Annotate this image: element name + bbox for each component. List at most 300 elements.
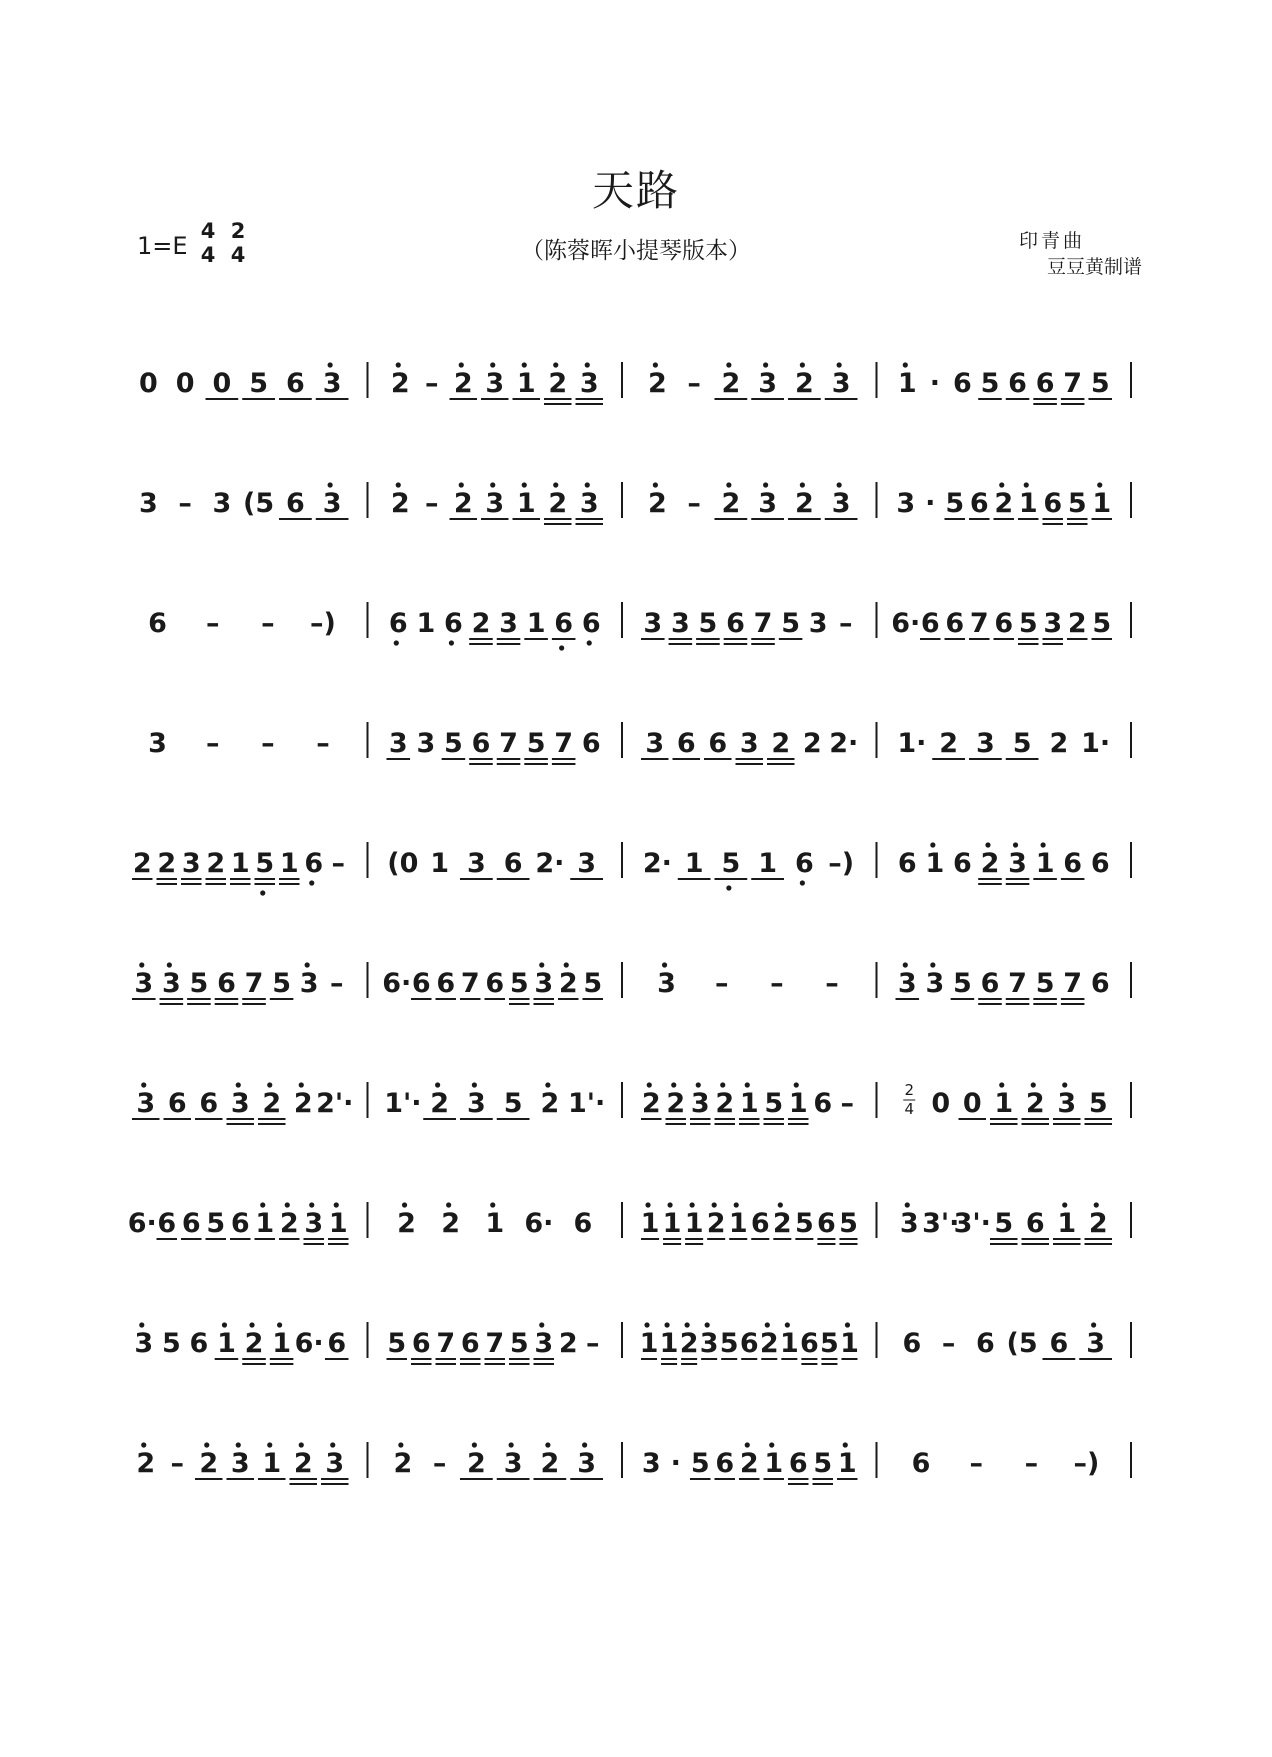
- score-note: 6: [1008, 368, 1027, 399]
- score-note: 2: [715, 1088, 735, 1119]
- score-note: 1: [739, 1088, 759, 1119]
- score-note: 6: [1035, 368, 1055, 399]
- score-note: 1: [837, 1448, 857, 1479]
- score-note: (0: [387, 848, 419, 879]
- octave-dot-high: [720, 1082, 725, 1087]
- score-note: 2: [794, 488, 814, 519]
- octave-dot-high: [1024, 482, 1029, 487]
- score-note: 6: [327, 1328, 347, 1359]
- score-note: 1: [897, 368, 917, 399]
- score-note: 2: [453, 488, 473, 519]
- score-note: –: [261, 728, 275, 759]
- score-note: (5: [1006, 1328, 1038, 1359]
- octave-dot-high: [1031, 1082, 1036, 1087]
- score-note: 5: [945, 488, 965, 519]
- octave-dot-high: [459, 482, 464, 487]
- score-note: 2·: [642, 848, 672, 879]
- score-note: 2: [759, 1328, 779, 1359]
- score-note: 2: [772, 1208, 792, 1239]
- score-note: 1: [925, 848, 945, 879]
- score-note: 2: [647, 488, 667, 519]
- score-note: 5: [820, 1328, 839, 1359]
- score-note: –: [432, 1448, 447, 1479]
- score-note: 6: [460, 1328, 480, 1359]
- octave-dot-low: [309, 880, 314, 885]
- score-note: 3: [136, 1088, 156, 1119]
- score-note: –: [329, 968, 344, 999]
- song-title: 天路: [591, 166, 680, 215]
- score-note: 3: [897, 968, 917, 999]
- octave-dot-high: [398, 1442, 403, 1447]
- score-note: 1: [430, 848, 450, 879]
- score-note: 6: [1063, 848, 1083, 879]
- score-note: 6: [1090, 968, 1110, 999]
- score-note: 2: [441, 1208, 461, 1239]
- octave-dot-low: [559, 645, 564, 650]
- score-note: 5: [1092, 608, 1112, 639]
- score-note: 7: [1063, 368, 1083, 399]
- score-note: 5: [764, 1088, 784, 1119]
- score-note: ·: [929, 368, 940, 399]
- octave-dot-high: [778, 1202, 783, 1207]
- score-note: 6: [189, 1328, 209, 1359]
- score-note: 1: [662, 1208, 682, 1239]
- arranger-credit: 豆豆黄制谱: [1046, 256, 1142, 278]
- octave-dot-high: [472, 1082, 477, 1087]
- octave-dot-high: [645, 1202, 650, 1207]
- score-note: –: [586, 1328, 600, 1359]
- score-note: 1: [279, 848, 299, 879]
- score-note: 5: [980, 368, 1000, 399]
- score-note: 2: [721, 368, 741, 399]
- octave-dot-high: [644, 1322, 649, 1327]
- score-note: 2'·: [316, 1088, 354, 1119]
- score-note: 2: [471, 608, 491, 639]
- octave-dot-high: [837, 482, 842, 487]
- octave-dot-high: [435, 1082, 440, 1087]
- score-note: 7: [1008, 968, 1027, 999]
- score-note: 6: [181, 1208, 201, 1239]
- score-note: 1: [994, 1088, 1014, 1119]
- score-note: 2: [262, 1088, 282, 1119]
- composer-credit: 印青曲: [1018, 230, 1085, 252]
- octave-dot-low: [449, 640, 454, 645]
- score-note: 6: [953, 848, 972, 879]
- score-note: 1'·: [384, 1088, 422, 1119]
- score-note: 3: [831, 488, 851, 519]
- score-note: 1: [328, 1208, 348, 1239]
- score-note: 6: [788, 1448, 808, 1479]
- score-note: 5: [698, 608, 718, 639]
- score-note: 7: [460, 968, 480, 999]
- octave-dot-low: [726, 885, 731, 890]
- score-note: 6: [444, 608, 463, 639]
- score-note: 6: [920, 608, 940, 639]
- score-note: –: [687, 368, 701, 399]
- score-note: –: [1024, 1448, 1039, 1479]
- score-note: 2: [771, 728, 791, 759]
- score-note: 5: [509, 968, 529, 999]
- octave-dot-high: [328, 482, 333, 487]
- score-note: 3: [577, 848, 597, 879]
- octave-dot-high: [765, 1322, 770, 1327]
- score-note: 0: [212, 368, 232, 399]
- score-note: 5: [690, 1448, 710, 1479]
- score-note: 1: [255, 1208, 275, 1239]
- score-note: 2: [666, 1088, 686, 1119]
- score-note: 2: [157, 848, 177, 879]
- octave-dot-high: [141, 1082, 146, 1087]
- score-note: 3: [499, 608, 518, 639]
- score-note: 2: [206, 848, 226, 879]
- score-note: –): [310, 608, 336, 639]
- octave-dot-high: [690, 1202, 695, 1207]
- score-note: 2: [1088, 1208, 1108, 1239]
- octave-dot-high: [545, 1082, 550, 1087]
- score-note: 3: [534, 968, 554, 999]
- score-note: 5: [526, 728, 546, 759]
- octave-dot-high: [167, 962, 172, 967]
- score-note: 2: [558, 968, 578, 999]
- score-note: 6: [230, 1208, 250, 1239]
- score-note: 6·: [891, 608, 921, 639]
- score-note: 6: [411, 968, 431, 999]
- score-note: 3: [230, 1448, 250, 1479]
- score-note: 5: [503, 1088, 523, 1119]
- octave-dot-high: [905, 1202, 910, 1207]
- score-note: 6: [994, 608, 1014, 639]
- score-note: 6: [285, 368, 305, 399]
- score-note: 5: [839, 1208, 858, 1239]
- score-note: 3: [138, 488, 158, 519]
- octave-dot-high: [1040, 842, 1045, 847]
- octave-dot-high: [222, 1322, 227, 1327]
- octave-dot-high: [664, 1322, 669, 1327]
- score-note: 1: [1035, 848, 1055, 879]
- score-note: 1: [230, 848, 250, 879]
- score-note: 2: [540, 1448, 560, 1479]
- octave-dot-high: [837, 362, 842, 367]
- score-note: 3: [230, 1088, 250, 1119]
- score-note: 2: [199, 1448, 219, 1479]
- score-note: 1: [788, 1088, 808, 1119]
- score-note: 6: [980, 968, 1000, 999]
- score-note: 2: [802, 728, 822, 759]
- octave-dot-high: [653, 482, 658, 487]
- octave-dot-high: [667, 1202, 672, 1207]
- score-note: –: [687, 488, 701, 519]
- octave-dot-high: [539, 1322, 544, 1327]
- time-sig-bottom: 4: [200, 243, 216, 267]
- score-note: 2: [647, 368, 667, 399]
- score-note: 6: [911, 1448, 931, 1479]
- score-note: 6: [715, 1448, 735, 1479]
- score-note: 6: [581, 728, 601, 759]
- score-note: –: [205, 728, 220, 759]
- score-note: 3: [161, 968, 181, 999]
- octave-dot-high: [734, 1202, 739, 1207]
- octave-dot-high: [647, 1082, 652, 1087]
- score-note: 3: [831, 368, 851, 399]
- score-note: 3: [579, 488, 599, 519]
- score-note: –: [261, 608, 275, 639]
- octave-dot-high: [800, 362, 805, 367]
- score-note: 2: [679, 1328, 699, 1359]
- octave-dot-high: [1062, 1082, 1067, 1087]
- octave-dot-high: [204, 1442, 209, 1447]
- score-note: 2: [397, 1208, 416, 1239]
- octave-dot-high: [585, 362, 590, 367]
- octave-dot-high: [763, 362, 768, 367]
- score-note: 1·: [897, 728, 927, 759]
- score-note: 3: [579, 368, 599, 399]
- octave-dot-high: [334, 1202, 339, 1207]
- octave-dot-high: [726, 482, 731, 487]
- score-note: 2: [132, 848, 152, 879]
- score-note: 6: [471, 728, 491, 759]
- score-note: 1: [728, 1208, 748, 1239]
- score-note: 6: [199, 1088, 219, 1119]
- score-note: 3: [388, 728, 408, 759]
- octave-dot-high: [785, 1322, 790, 1327]
- score-note: 2: [390, 368, 410, 399]
- octave-dot-high: [522, 362, 527, 367]
- score-note: 5: [721, 848, 741, 879]
- score-note: 2: [641, 1088, 661, 1119]
- score-note: –: [840, 1088, 854, 1119]
- octave-dot-high: [999, 1082, 1004, 1087]
- score-note: 3'·: [953, 1208, 991, 1239]
- octave-dot-high: [1062, 1202, 1067, 1207]
- octave-dot-high: [490, 482, 495, 487]
- octave-dot-high: [999, 482, 1004, 487]
- score-note: 2: [980, 848, 1000, 879]
- score-note: 3: [657, 968, 676, 999]
- octave-dot-high: [662, 962, 667, 967]
- score-note: 6: [157, 1208, 177, 1239]
- score-note: 0: [138, 368, 158, 399]
- score-note: 6: [285, 488, 305, 519]
- score-note: 2: [430, 1088, 450, 1119]
- score-note: 6: [411, 1328, 431, 1359]
- score-note: 6: [739, 1328, 759, 1359]
- octave-dot-high: [794, 1082, 799, 1087]
- score-note: 3: [645, 728, 665, 759]
- score-note: 6: [969, 488, 989, 519]
- score-note: 6: [167, 1088, 187, 1119]
- octave-dot-high: [903, 362, 908, 367]
- score-note: 1: [217, 1328, 236, 1359]
- octave-dot-high: [396, 362, 401, 367]
- score-note: 3: [322, 368, 342, 399]
- score-note: 2: [548, 368, 568, 399]
- score-note: 3: [503, 1448, 523, 1479]
- octave-dot-high: [509, 1442, 514, 1447]
- octave-dot-high: [653, 362, 658, 367]
- score-note: 3: [758, 368, 778, 399]
- score-note: 2: [706, 1208, 726, 1239]
- octave-dot-high: [1013, 842, 1018, 847]
- score-note: 7: [969, 608, 989, 639]
- octave-dot-high: [249, 1322, 254, 1327]
- octave-dot-high: [396, 482, 401, 487]
- octave-dot-high: [277, 1322, 282, 1327]
- score-note: 7: [499, 728, 518, 759]
- score-note: 6: [388, 608, 408, 639]
- octave-dot-high: [328, 362, 333, 367]
- score-note: 6: [953, 368, 972, 399]
- score-note: 3: [1086, 1328, 1106, 1359]
- octave-dot-high: [845, 1322, 850, 1327]
- score-note: –: [838, 608, 853, 639]
- score-note: 5: [1067, 488, 1087, 519]
- score-note: –: [178, 488, 192, 519]
- time-change-bottom: 4: [904, 1100, 915, 1118]
- score-note: 7: [753, 608, 773, 639]
- score-note: 3: [212, 488, 232, 519]
- octave-dot-high: [769, 1442, 774, 1447]
- score-note: 6: [975, 1328, 995, 1359]
- score-note: 7: [1063, 968, 1083, 999]
- score-note: 5: [206, 1208, 226, 1239]
- score-note: 5: [249, 368, 269, 399]
- octave-dot-high: [564, 962, 569, 967]
- score-note: 6: [1090, 848, 1110, 879]
- score-note: –: [969, 1448, 983, 1479]
- score-note: 1: [272, 1328, 291, 1359]
- score-note: 2: [466, 1448, 486, 1479]
- octave-dot-low: [587, 640, 592, 645]
- score-note: 2: [393, 1448, 413, 1479]
- octave-dot-high: [139, 962, 144, 967]
- score-note: 2: [721, 488, 741, 519]
- score-note: 3: [299, 968, 319, 999]
- score-note: 6·: [382, 968, 412, 999]
- score-note: 1: [659, 1328, 679, 1359]
- score-note: 3: [466, 848, 486, 879]
- score-note: 6: [503, 848, 523, 879]
- score-note: 1: [779, 1328, 799, 1359]
- score-note: 5: [1035, 968, 1055, 999]
- score-note: 1: [1018, 488, 1038, 519]
- octave-dot-high: [553, 482, 558, 487]
- octave-dot-high: [800, 482, 805, 487]
- octave-dot-high: [763, 482, 768, 487]
- score-note: 3: [699, 1328, 719, 1359]
- score-note: 3: [577, 1448, 597, 1479]
- score-note: 6·: [524, 1208, 554, 1239]
- octave-dot-high: [309, 1202, 314, 1207]
- score-note: 1: [639, 1328, 659, 1359]
- score-note: 7: [485, 1328, 505, 1359]
- score-note: 6: [217, 968, 236, 999]
- octave-dot-low: [800, 880, 805, 885]
- octave-dot-low: [394, 640, 399, 645]
- score-note: 6: [485, 968, 505, 999]
- score-note: ·: [925, 488, 936, 519]
- octave-dot-high: [236, 1082, 241, 1087]
- score-note: 2: [558, 1328, 578, 1359]
- octave-dot-high: [236, 1442, 241, 1447]
- score-note: 6: [1049, 1328, 1069, 1359]
- octave-dot-high: [1094, 1202, 1099, 1207]
- score-note: 6: [554, 608, 574, 639]
- score-note: 6: [902, 1328, 922, 1359]
- score-note: 2: [994, 488, 1014, 519]
- score-note: 3: [641, 1448, 661, 1479]
- score-note: 3: [1008, 848, 1027, 879]
- octave-dot-high: [402, 1202, 407, 1207]
- score-note: 6: [676, 728, 696, 759]
- score-note: 2: [244, 1328, 264, 1359]
- score-note: –: [714, 968, 729, 999]
- octave-dot-high: [299, 1082, 304, 1087]
- score-note: 6: [708, 728, 728, 759]
- score-note: 5: [1018, 608, 1038, 639]
- score-note: 1: [684, 1208, 704, 1239]
- octave-dot-high: [285, 1202, 290, 1207]
- score-note: 1·: [1081, 728, 1111, 759]
- octave-dot-high: [490, 362, 495, 367]
- score-note: –: [316, 728, 330, 759]
- score-note: 5: [189, 968, 209, 999]
- octave-dot-high: [141, 1442, 146, 1447]
- score-note: 2: [293, 1088, 313, 1119]
- score-note: –: [825, 968, 839, 999]
- octave-dot-high: [705, 1322, 710, 1327]
- score-note: 5: [719, 1328, 739, 1359]
- score-note: 3: [690, 1088, 710, 1119]
- score-note: 5: [1088, 1088, 1108, 1119]
- score-note: 5: [161, 1328, 181, 1359]
- score-note: 6: [726, 608, 745, 639]
- score-note: 2·: [535, 848, 565, 879]
- score-note: 3: [304, 1208, 324, 1239]
- octave-dot-high: [696, 1082, 701, 1087]
- octave-dot-high: [585, 482, 590, 487]
- score-note: 1: [840, 1328, 859, 1359]
- score-note: 5: [994, 1208, 1014, 1239]
- score-note: –): [1073, 1448, 1100, 1479]
- score-note: 5: [1090, 368, 1110, 399]
- score-note: 1'·: [567, 1088, 606, 1119]
- score-note: 1: [262, 1448, 282, 1479]
- score-note: 2: [739, 1448, 759, 1479]
- octave-dot-high: [267, 1442, 272, 1447]
- octave-dot-high: [903, 962, 908, 967]
- score-note: 3: [1043, 608, 1063, 639]
- octave-dot-high: [745, 1442, 750, 1447]
- score-note: 1: [684, 848, 704, 879]
- score-note: 1: [764, 1448, 784, 1479]
- octave-dot-high: [330, 1442, 335, 1447]
- time-change-top: 2: [904, 1081, 915, 1099]
- score-note: 2·: [829, 728, 859, 759]
- score-note: –): [828, 848, 855, 879]
- score-note: 2: [279, 1208, 299, 1239]
- score-note: 3: [134, 968, 154, 999]
- score-note: 3: [325, 1448, 345, 1479]
- score-note: 1: [526, 608, 546, 639]
- score-note: 6·: [127, 1208, 157, 1239]
- score-note: 2: [1067, 608, 1087, 639]
- score-note: 3: [485, 368, 505, 399]
- octave-dot-low: [260, 890, 265, 895]
- octave-dot-high: [299, 1442, 304, 1447]
- octave-dot-high: [582, 1442, 587, 1447]
- score-note: 1: [1092, 488, 1112, 519]
- score-note: 0: [175, 368, 195, 399]
